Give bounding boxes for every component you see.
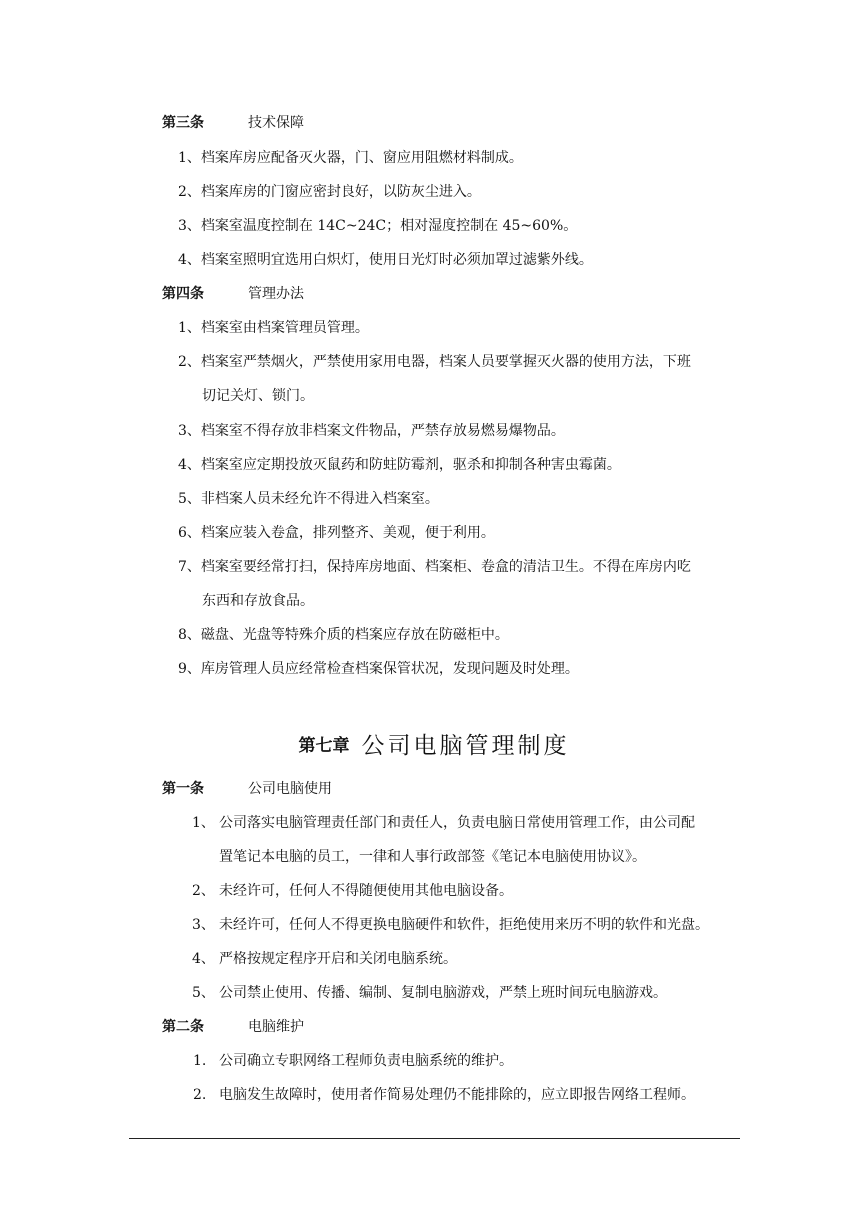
article-4-heading: [162, 284, 304, 304]
list-item: 6、档案应装入卷盒，排列整齐、美观，便于利用。: [178, 525, 495, 541]
list-item: 1、档案库房应配备灭火器，门、窗应用阻燃材料制成。: [178, 150, 523, 166]
item-text: 公司确立专职网络工程师负责电脑系统的维护。: [219, 1053, 513, 1069]
article-title: 管理办法: [248, 286, 304, 302]
item-text: 未经许可，任何人不得随便使用其他电脑设备。: [219, 883, 513, 899]
list-item: 2、档案室严禁烟火，严禁使用家用电器，档案人员要掌握灭火器的使用方法，下班: [178, 354, 691, 370]
item-text: 未经许可，任何人不得更换电脑硬件和软件，拒绝使用来历不明的软件和光盘。: [219, 917, 709, 933]
item-text: 严格按规定程序开启和关闭电脑系统。: [219, 951, 457, 967]
list-item: [192, 949, 457, 969]
article-title: 电脑维护: [248, 1019, 304, 1035]
article-1-heading: [162, 779, 332, 799]
article-3-heading: [162, 113, 304, 133]
article-number: 第二条: [162, 1019, 204, 1035]
list-item-continuation: [219, 847, 646, 867]
item-number: 2、: [192, 883, 215, 899]
article-number: 第四条: [162, 286, 204, 302]
list-item: 4、档案室照明宜选用白炽灯，使用日光灯时必须加罩过滤紫外线。: [178, 252, 593, 268]
chapter-heading: [0, 727, 868, 760]
article-title: 技术保障: [248, 115, 304, 131]
article-number: 第一条: [162, 781, 204, 797]
footer-rule: [129, 1138, 740, 1139]
item-number: 2.: [193, 1087, 207, 1103]
list-item: [192, 983, 667, 1003]
list-item-continuation: 切记关灯、锁门。: [202, 388, 314, 404]
list-item-continuation: 东西和存放食品。: [202, 593, 314, 609]
list-item: 3、档案室温度控制在 14C~24C；相对湿度控制在 45~60%。: [178, 218, 578, 234]
list-item: 2、档案库房的门窗应密封良好，以防灰尘进入。: [178, 184, 481, 200]
list-item: [193, 1085, 695, 1105]
list-item: 7、档案室要经常打扫，保持库房地面、档案柜、卷盒的清洁卫生。不得在库房内吃: [178, 559, 691, 575]
item-number: 1.: [193, 1053, 207, 1069]
item-text: 电脑发生故障时，使用者作简易处理仍不能排除的，应立即报告网络工程师。: [219, 1087, 695, 1103]
item-number: 5、: [192, 985, 215, 1001]
article-2-heading: [162, 1017, 304, 1037]
list-item: [192, 915, 709, 935]
chapter-title: 公司电脑管理制度: [361, 733, 570, 759]
list-item: [192, 813, 695, 833]
list-item: 8、磁盘、光盘等特殊介质的档案应存放在防磁柜中。: [178, 627, 509, 643]
item-number: 4、: [192, 951, 215, 967]
item-text: 置笔记本电脑的员工，一律和人事行政部签《笔记本电脑使用协议》。: [219, 849, 646, 865]
item-number: 1、: [192, 815, 215, 831]
list-item: 5、非档案人员未经允许不得进入档案室。: [178, 491, 439, 507]
list-item: 4、档案室应定期投放灭鼠药和防蛀防霉剂，驱杀和抑制各种害虫霉菌。: [178, 457, 621, 473]
list-item: [193, 1051, 513, 1071]
list-item: 3、档案室不得存放非档案文件物品，严禁存放易燃易爆物品。: [178, 423, 565, 439]
item-text: 公司禁止使用、传播、编制、复制电脑游戏，严禁上班时间玩电脑游戏。: [219, 985, 667, 1001]
item-text: 公司落实电脑管理责任部门和责任人，负责电脑日常使用管理工作，由公司配: [219, 815, 695, 831]
chapter-number: 第七章: [298, 736, 350, 756]
article-number: 第三条: [162, 115, 204, 131]
list-item: 1、档案室由档案管理员管理。: [178, 320, 369, 336]
article-title: 公司电脑使用: [248, 781, 332, 797]
item-number: 3、: [192, 917, 215, 933]
list-item: [192, 881, 513, 901]
list-item: 9、库房管理人员应经常检查档案保管状况，发现问题及时处理。: [178, 661, 579, 677]
